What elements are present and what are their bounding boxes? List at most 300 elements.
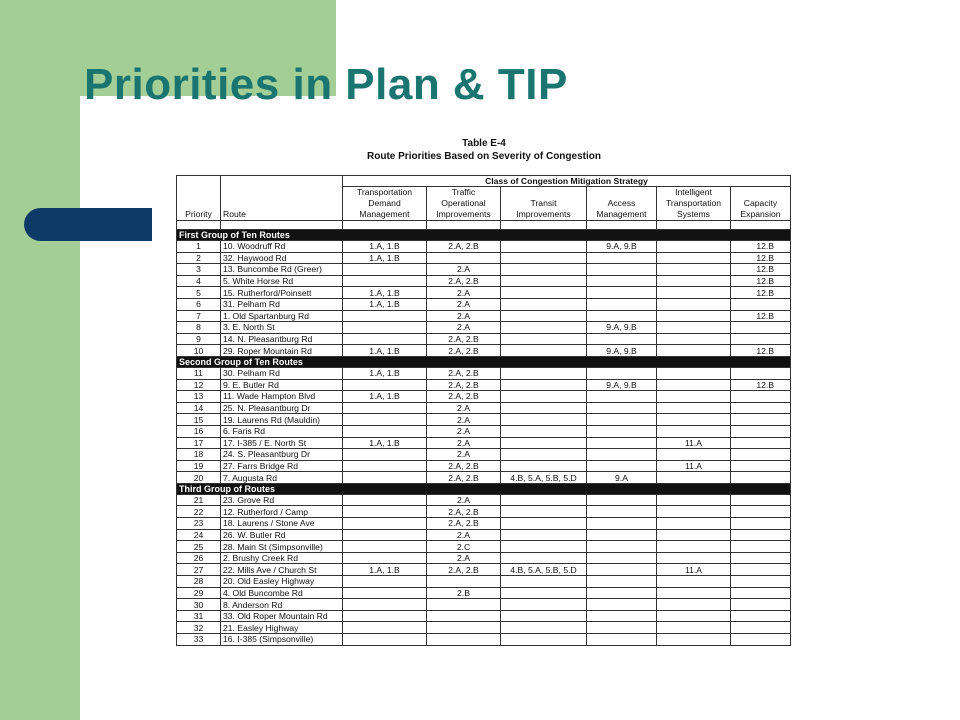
cell-priority: 13 [177, 391, 221, 403]
cell-access [587, 310, 657, 322]
table-row [177, 599, 791, 611]
cell-tdm [343, 541, 427, 553]
cell-capacity [731, 564, 791, 576]
cell-route: 9. E. Butler Rd [221, 379, 343, 391]
cell-route: 28. Main St (Simpsonville) [221, 541, 343, 553]
cell-its [657, 310, 731, 322]
cell-capacity [731, 541, 791, 553]
cell-priority: 12 [177, 379, 221, 391]
cell-priority: 31 [177, 610, 221, 622]
cell-capacity [731, 506, 791, 518]
cell-tdm: 1.A, 1.B [343, 564, 427, 576]
cell-tops: 2.A, 2.B [427, 460, 501, 472]
cell-capacity [731, 622, 791, 634]
cell-route: 22. Mills Ave / Church St [221, 564, 343, 576]
table-row [177, 506, 791, 518]
cell-capacity: 12.B [731, 252, 791, 264]
cell-tdm: 1.A, 1.B [343, 367, 427, 379]
cell-tops [427, 599, 501, 611]
cell-transit: 4.B, 5.A, 5.B, 5.D [501, 564, 587, 576]
cell-transit [501, 345, 587, 357]
cell-tops [427, 252, 501, 264]
cell-access [587, 333, 657, 345]
cell-its [657, 529, 731, 541]
table-row [177, 529, 791, 541]
cell-route: 27. Farrs Bridge Rd [221, 460, 343, 472]
cell-transit [501, 379, 587, 391]
cell-transit [501, 425, 587, 437]
cell-tops [427, 634, 501, 646]
cell-tops: 2.A, 2.B [427, 379, 501, 391]
table-row [177, 541, 791, 553]
group-label: Third Group of Routes [177, 483, 791, 494]
its-header: Intelligent Transportation Systems [657, 187, 731, 221]
cell-transit [501, 310, 587, 322]
cell-route: 15. Rutherford/Poinsett [221, 287, 343, 299]
cell-access: 9.A, 9.B [587, 345, 657, 357]
cell-access [587, 610, 657, 622]
cell-transit [501, 287, 587, 299]
cell-its [657, 367, 731, 379]
cell-route: 26. W. Butler Rd [221, 529, 343, 541]
cell-tdm: 1.A, 1.B [343, 391, 427, 403]
cell-transit [501, 460, 587, 472]
cell-tops: 2.A, 2.B [427, 564, 501, 576]
cell-transit [501, 402, 587, 414]
cell-transit [501, 391, 587, 403]
cell-access [587, 529, 657, 541]
cell-transit [501, 518, 587, 530]
cell-priority: 3 [177, 264, 221, 276]
cell-priority: 22 [177, 506, 221, 518]
cell-tdm [343, 449, 427, 461]
cell-priority: 2 [177, 252, 221, 264]
slide-title: Priorities in Plan & TIP [84, 60, 568, 109]
cell-capacity [731, 402, 791, 414]
cell-capacity [731, 391, 791, 403]
table-row [177, 437, 791, 449]
cell-tdm [343, 634, 427, 646]
cell-tops [427, 622, 501, 634]
cell-priority: 8 [177, 322, 221, 334]
cell-capacity [731, 449, 791, 461]
cell-tops: 2.A [427, 437, 501, 449]
cell-access [587, 494, 657, 506]
cell-route: 11. Wade Hampton Blvd [221, 391, 343, 403]
cell-transit: 4.B, 5.A, 5.B, 5.D [501, 472, 587, 484]
table-body [177, 230, 791, 646]
cell-route: 33. Old Roper Mountain Rd [221, 610, 343, 622]
route-header: Route [221, 176, 343, 221]
cell-transit [501, 610, 587, 622]
cell-tdm [343, 552, 427, 564]
cell-tdm [343, 587, 427, 599]
cell-capacity [731, 599, 791, 611]
cell-tops: 2.A, 2.B [427, 391, 501, 403]
cell-access [587, 275, 657, 287]
cell-tdm [343, 379, 427, 391]
cell-route: 24. S. Pleasantburg Dr [221, 449, 343, 461]
cell-priority: 7 [177, 310, 221, 322]
cell-priority: 24 [177, 529, 221, 541]
cell-access: 9.A, 9.B [587, 241, 657, 253]
cell-tdm [343, 610, 427, 622]
cell-route: 8. Anderson Rd [221, 599, 343, 611]
cell-tdm: 1.A, 1.B [343, 437, 427, 449]
cell-transit [501, 298, 587, 310]
table-row [177, 425, 791, 437]
cell-route: 29. Roper Mountain Rd [221, 345, 343, 357]
cell-tops: 2.A [427, 298, 501, 310]
cell-access [587, 414, 657, 426]
cell-tdm [343, 460, 427, 472]
table-row [177, 252, 791, 264]
cell-route: 2. Brushy Creek Rd [221, 552, 343, 564]
cell-capacity [731, 529, 791, 541]
cell-access [587, 391, 657, 403]
cell-its [657, 333, 731, 345]
cell-access [587, 518, 657, 530]
cell-tops: 2.A, 2.B [427, 333, 501, 345]
cell-priority: 23 [177, 518, 221, 530]
cell-capacity: 12.B [731, 287, 791, 299]
cell-transit [501, 333, 587, 345]
cell-tdm [343, 310, 427, 322]
cell-its [657, 241, 731, 253]
cell-its [657, 494, 731, 506]
cell-capacity: 12.B [731, 264, 791, 276]
cell-capacity [731, 587, 791, 599]
cell-route: 25. N. Pleasantburg Dr [221, 402, 343, 414]
group-header-row [177, 356, 791, 367]
cell-tdm [343, 402, 427, 414]
cell-its [657, 298, 731, 310]
cell-capacity: 12.B [731, 241, 791, 253]
cell-its: 11.A [657, 460, 731, 472]
transit-header: Transit Improvements [501, 187, 587, 221]
cell-tops: 2.A, 2.B [427, 506, 501, 518]
cell-transit [501, 264, 587, 276]
table-row [177, 552, 791, 564]
cell-tdm: 1.A, 1.B [343, 345, 427, 357]
cell-access [587, 460, 657, 472]
cell-transit [501, 587, 587, 599]
table-row [177, 402, 791, 414]
cell-route: 1. Old Spartanburg Rd [221, 310, 343, 322]
cell-its [657, 552, 731, 564]
cell-its [657, 402, 731, 414]
cell-transit [501, 541, 587, 553]
route-priority-table [176, 175, 791, 646]
cell-access [587, 599, 657, 611]
cell-tdm: 1.A, 1.B [343, 252, 427, 264]
cell-route: 31. Pelham Rd [221, 298, 343, 310]
capacity-header: Capacity Expansion [731, 187, 791, 221]
cell-tops: 2.A [427, 529, 501, 541]
cell-its [657, 449, 731, 461]
cell-its [657, 576, 731, 588]
cell-capacity [731, 460, 791, 472]
table-row [177, 564, 791, 576]
cell-transit [501, 506, 587, 518]
cell-priority: 21 [177, 494, 221, 506]
cell-access [587, 634, 657, 646]
cell-access [587, 298, 657, 310]
cell-tdm [343, 322, 427, 334]
cell-capacity [731, 518, 791, 530]
cell-access [587, 252, 657, 264]
cell-route: 32. Haywood Rd [221, 252, 343, 264]
cell-priority: 19 [177, 460, 221, 472]
cell-tops: 2.A [427, 287, 501, 299]
cell-tops: 2.C [427, 541, 501, 553]
cell-transit [501, 494, 587, 506]
cell-tdm [343, 333, 427, 345]
cell-its [657, 287, 731, 299]
cell-route: 13. Buncombe Rd (Greer) [221, 264, 343, 276]
cell-transit [501, 634, 587, 646]
cell-route: 7. Augusta Rd [221, 472, 343, 484]
cell-capacity [731, 333, 791, 345]
cell-capacity [731, 472, 791, 484]
cell-tdm: 1.A, 1.B [343, 241, 427, 253]
cell-priority: 11 [177, 367, 221, 379]
cell-its [657, 541, 731, 553]
table-subcaption: Route Priorities Based on Severity of Congestion [367, 151, 601, 162]
cell-tops: 2.A [427, 414, 501, 426]
cell-priority: 16 [177, 425, 221, 437]
cell-access [587, 622, 657, 634]
table-row [177, 610, 791, 622]
cell-transit [501, 622, 587, 634]
strategy-group-header: Class of Congestion Mitigation Strategy [343, 176, 791, 187]
cell-tdm [343, 576, 427, 588]
table-row [177, 367, 791, 379]
cell-transit [501, 529, 587, 541]
table-row [177, 298, 791, 310]
cell-its [657, 275, 731, 287]
table-row [177, 310, 791, 322]
cell-priority: 30 [177, 599, 221, 611]
cell-tops: 2.A, 2.B [427, 275, 501, 287]
table-row [177, 518, 791, 530]
cell-tops: 2.A [427, 264, 501, 276]
cell-route: 14. N. Pleasantburg Rd [221, 333, 343, 345]
cell-capacity [731, 576, 791, 588]
cell-capacity [731, 610, 791, 622]
cell-priority: 4 [177, 275, 221, 287]
table-row [177, 322, 791, 334]
cell-its [657, 587, 731, 599]
cell-priority: 5 [177, 287, 221, 299]
cell-its [657, 599, 731, 611]
cell-capacity: 12.B [731, 345, 791, 357]
table-row [177, 287, 791, 299]
cell-tops: 2.B [427, 587, 501, 599]
table-row [177, 449, 791, 461]
cell-route: 6. Faris Rd [221, 425, 343, 437]
navy-accent-pill [24, 208, 152, 241]
cell-tops [427, 610, 501, 622]
cell-priority: 6 [177, 298, 221, 310]
cell-its [657, 379, 731, 391]
cell-access: 9.A, 9.B [587, 322, 657, 334]
cell-transit [501, 449, 587, 461]
cell-tops: 2.A, 2.B [427, 518, 501, 530]
cell-capacity [731, 414, 791, 426]
cell-its [657, 414, 731, 426]
cell-access [587, 576, 657, 588]
traffic-ops-header: Traffic Operational Improvements [427, 187, 501, 221]
cell-access [587, 541, 657, 553]
cell-tdm [343, 494, 427, 506]
cell-route: 4. Old Buncombe Rd [221, 587, 343, 599]
cell-transit [501, 252, 587, 264]
cell-access: 9.A [587, 472, 657, 484]
cell-priority: 18 [177, 449, 221, 461]
cell-its [657, 425, 731, 437]
cell-tdm [343, 506, 427, 518]
cell-route: 21. Easley Highway [221, 622, 343, 634]
cell-its [657, 322, 731, 334]
cell-its [657, 252, 731, 264]
cell-tdm [343, 518, 427, 530]
cell-access: 9.A, 9.B [587, 379, 657, 391]
table-caption: Table E-4 [462, 138, 506, 149]
cell-transit [501, 552, 587, 564]
cell-its [657, 345, 731, 357]
cell-tops: 2.A [427, 552, 501, 564]
table-row [177, 391, 791, 403]
cell-access [587, 552, 657, 564]
cell-capacity [731, 634, 791, 646]
cell-tops: 2.A [427, 425, 501, 437]
cell-priority: 25 [177, 541, 221, 553]
access-header: Access Management [587, 187, 657, 221]
cell-its [657, 634, 731, 646]
cell-transit [501, 367, 587, 379]
cell-capacity [731, 425, 791, 437]
cell-priority: 10 [177, 345, 221, 357]
cell-priority: 27 [177, 564, 221, 576]
cell-priority: 33 [177, 634, 221, 646]
cell-route: 18. Laurens / Stone Ave [221, 518, 343, 530]
cell-route: 19. Laurens Rd (Mauldin) [221, 414, 343, 426]
tdm-header: Transportation Demand Management [343, 187, 427, 221]
cell-its [657, 391, 731, 403]
cell-tdm [343, 275, 427, 287]
cell-capacity [731, 552, 791, 564]
cell-tdm [343, 622, 427, 634]
cell-priority: 17 [177, 437, 221, 449]
cell-tops: 2.A [427, 322, 501, 334]
cell-route: 17. I-385 / E. North St [221, 437, 343, 449]
cell-route: 20. Old Easley Highway [221, 576, 343, 588]
cell-access [587, 264, 657, 276]
cell-priority: 26 [177, 552, 221, 564]
cell-route: 5. White Horse Rd [221, 275, 343, 287]
cell-priority: 15 [177, 414, 221, 426]
table-row [177, 472, 791, 484]
group-label: First Group of Ten Routes [177, 230, 791, 241]
cell-priority: 32 [177, 622, 221, 634]
cell-tops: 2.A, 2.B [427, 367, 501, 379]
cell-route: 30. Pelham Rd [221, 367, 343, 379]
cell-transit [501, 437, 587, 449]
table-row [177, 264, 791, 276]
cell-tops: 2.A, 2.B [427, 472, 501, 484]
cell-priority: 1 [177, 241, 221, 253]
table-row [177, 379, 791, 391]
cell-its [657, 264, 731, 276]
cell-transit [501, 414, 587, 426]
cell-access [587, 287, 657, 299]
cell-transit [501, 241, 587, 253]
header-spacer-row [177, 221, 791, 230]
cell-its [657, 506, 731, 518]
cell-capacity [731, 437, 791, 449]
table-row [177, 275, 791, 287]
table-row [177, 414, 791, 426]
cell-its [657, 610, 731, 622]
table-row [177, 345, 791, 357]
group-header-row [177, 483, 791, 494]
table-row [177, 634, 791, 646]
cell-tdm [343, 425, 427, 437]
cell-tdm [343, 414, 427, 426]
priority-header: Priority [177, 176, 221, 221]
cell-tdm [343, 472, 427, 484]
cell-capacity: 12.B [731, 275, 791, 287]
group-label: Second Group of Ten Routes [177, 356, 791, 367]
table-row [177, 460, 791, 472]
cell-tops: 2.A, 2.B [427, 345, 501, 357]
cell-transit [501, 599, 587, 611]
cell-tops [427, 576, 501, 588]
cell-priority: 20 [177, 472, 221, 484]
cell-route: 3. E. North St [221, 322, 343, 334]
table-row [177, 494, 791, 506]
cell-access [587, 425, 657, 437]
cell-priority: 29 [177, 587, 221, 599]
table-row [177, 241, 791, 253]
cell-access [587, 367, 657, 379]
cell-tops: 2.A [427, 449, 501, 461]
table-row [177, 587, 791, 599]
cell-capacity [731, 322, 791, 334]
cell-its [657, 518, 731, 530]
cell-tdm: 1.A, 1.B [343, 298, 427, 310]
cell-priority: 28 [177, 576, 221, 588]
cell-tops: 2.A [427, 402, 501, 414]
cell-access [587, 449, 657, 461]
cell-route: 10. Woodruff Rd [221, 241, 343, 253]
cell-tdm [343, 599, 427, 611]
cell-its: 11.A [657, 437, 731, 449]
cell-tdm [343, 264, 427, 276]
cell-tdm [343, 529, 427, 541]
cell-transit [501, 275, 587, 287]
cell-capacity [731, 298, 791, 310]
cell-tops: 2.A [427, 310, 501, 322]
table-row [177, 333, 791, 345]
cell-its [657, 622, 731, 634]
cell-its [657, 472, 731, 484]
cell-access [587, 564, 657, 576]
cell-transit [501, 322, 587, 334]
cell-tops: 2.A [427, 494, 501, 506]
cell-priority: 14 [177, 402, 221, 414]
